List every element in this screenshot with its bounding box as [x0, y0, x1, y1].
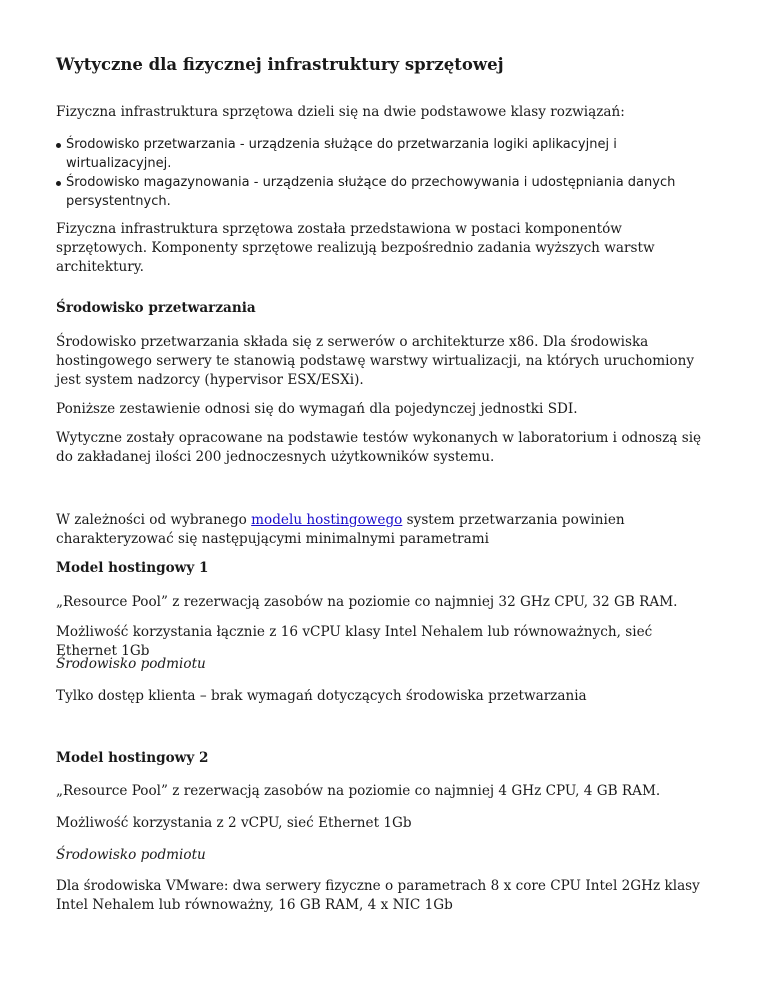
model-1-heading: Model hostingowy 1	[56, 560, 209, 576]
model-2-heading: Model hostingowy 2	[56, 750, 209, 766]
paragraph-text: system przetwarzania powinien charakteryzować się następującymi minimalnymi parametrami	[56, 512, 625, 547]
page-title: Wytyczne dla fizycznej infrastruktury sprzętowej	[56, 55, 504, 74]
list-item	[56, 135, 712, 173]
section-heading: Środowisko przetwarzania	[56, 300, 256, 316]
bullet-list	[56, 135, 712, 211]
model-2-paragraph: „Resource Pool” z rezerwacją zasobów na poziomie co najmniej 4 GHz CPU, 4 GB RAM.	[56, 783, 661, 799]
model-1-paragraph: „Resource Pool” z rezerwacją zasobów na poziomie co najmniej 32 GHz CPU, 32 GB RAM.	[56, 594, 678, 610]
model-2-paragraph: Możliwość korzystania z 2 vCPU, sieć Ethernet 1Gb	[56, 815, 412, 831]
section-paragraph: Środowisko przetwarzania składa się z serwerów o architekturze x86. Dla środowiska hostingowego serwery te stanowią podstawę warstwy wirtualizacji, na których uruchomiony jest system nadzorcy (hypervisor ESX/ESXi).	[56, 334, 695, 388]
bullet-icon	[56, 181, 61, 186]
intro-paragraph-2: Fizyczna infrastruktura sprzętowa została przedstawiona w postaci komponentów sprzętowych. Komponenty sprzętowe realizują bezpośrednio zadania wyższych warstw architektury.	[56, 221, 655, 275]
section-paragraph-with-link	[56, 511, 712, 549]
section-paragraph: Poniższe zestawienie odnosi się do wymagań dla pojedynczej jednostki SDI.	[56, 401, 578, 417]
model-1-subheading: Środowisko podmiotu	[56, 656, 206, 672]
list-item-text: Środowisko magazynowania - urządzenia służące do przechowywania i udostępniania danych persystentnych.	[66, 175, 676, 209]
model-2-paragraph: Dla środowiska VMware: dwa serwery fizyczne o parametrach 8 x core CPU Intel 2GHz klasy Intel Nehalem lub równoważny, 16 GB RAM, 4 x NIC 1Gb	[56, 878, 700, 913]
intro-paragraph: Fizyczna infrastruktura sprzętowa dzieli się na dwie podstawowe klasy rozwiązań:	[56, 104, 625, 120]
model-2-subheading: Środowisko podmiotu	[56, 847, 206, 863]
paragraph-text: W zależności od wybranego	[56, 512, 252, 528]
model-1-paragraph: Tylko dostęp klienta – brak wymagań dotyczących środowiska przetwarzania	[56, 688, 587, 704]
bullet-icon	[56, 143, 61, 148]
list-item	[56, 173, 712, 211]
section-paragraph: Wytyczne zostały opracowane na podstawie testów wykonanych w laboratorium i odnoszą się do zakładanej ilości 200 jednoczesnych użytkowników systemu.	[56, 430, 702, 465]
model-1-paragraph: Możliwość korzystania łącznie z 16 vCPU klasy Intel Nehalem lub równoważnych, sieć Ethernet 1Gb	[56, 624, 653, 659]
list-item-text: Środowisko przetwarzania - urządzenia służące do przetwarzania logiki aplikacyjnej i wirtualizacyjnej.	[66, 137, 617, 171]
hosting-model-link[interactable]: modelu hostingowego	[251, 512, 403, 528]
